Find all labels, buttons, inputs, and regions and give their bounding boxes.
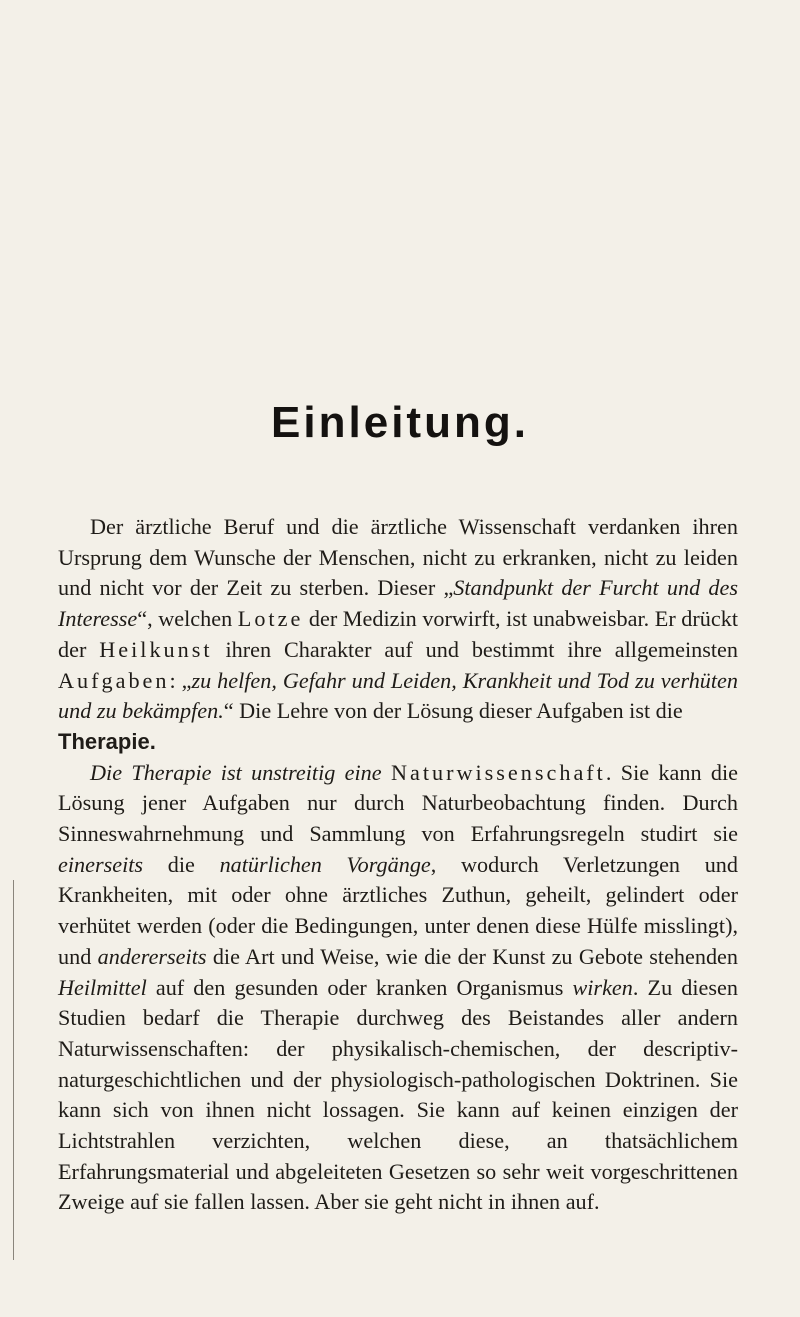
text-run: Der ärztliche Beruf und die ärztliche Wissenschaft verdanken ihren Ursprung dem Wunsche der Menschen, nicht zu erkranken, nicht zu leiden und nicht vor der Zeit zu sterben. Dieser „: [58, 514, 738, 601]
italic-word: einerseits: [58, 851, 144, 877]
spaced-name: Lotze: [237, 606, 304, 632]
text-run: “, welchen: [137, 606, 238, 632]
text-run: der Medizin vorwirft, ist unabweisbar. Er drückt der: [58, 606, 738, 662]
paragraph-2: [58, 758, 738, 1219]
text-run: “ Die Lehre von der Lösung dieser Aufgaben ist die: [223, 698, 683, 724]
italic-word: Heilmittel: [58, 974, 147, 1000]
italic-word: andererseits: [97, 943, 207, 969]
text-run: . Sie kann die Lösung jener Aufgaben nur durch Naturbeobachtung finden. Durch Sinneswahrnehmung und Sammlung von Erfahrungsregeln studirt sie: [58, 759, 738, 847]
text-run: die: [143, 851, 220, 877]
text-run: . Zu diesen Studien bedarf die Therapie durchweg des Beistandes aller andern Naturwissenschaften: der physikalisch-chemischen, der descriptiv-naturgeschichtlichen und der physiologisch-pathologischen Doktrinen. Sie kann sich von ihnen nicht lossagen. Sie kann auf keinen einzigen der Lichtstrahlen verzichten, welchen diese, an thatsächlichem Erfahrungsmaterial und abgeleiteten Gesetzen so sehr weit vorgeschrittenen Zweige auf sie fallen lassen. Aber sie geht nicht in ihnen auf.: [58, 974, 738, 1215]
italic-word: wirken: [572, 974, 633, 1000]
chapter-title: Einleitung.: [271, 398, 529, 447]
text-run: , wodurch Verletzungen und Krankheiten, mit oder ohne ärztliches Zuthun, geheilt, gelindert oder verhütet werden (oder die Bedingungen, unter denen diese Hülfe misslingt), und: [58, 851, 738, 969]
italic-quote: zu helfen, Gefahr und Leiden, Krankheit und Tod zu verhüten und zu bekämpfen.: [58, 667, 738, 724]
spaced-word: Naturwissenschaft: [390, 759, 606, 785]
italic-phrase: Die Therapie ist unstreitig eine: [90, 759, 391, 785]
spaced-word: Aufgaben: [58, 667, 170, 693]
body-text: [58, 512, 738, 1218]
spaced-word: Heilkunst: [99, 636, 213, 662]
italic-phrase: Standpunkt der Furcht und des Interesse: [58, 575, 738, 632]
italic-phrase: natürlichen Vorgänge: [219, 851, 431, 877]
page-edge-line: [13, 880, 14, 1260]
text-run: : „: [169, 667, 192, 693]
section-heading: Therapie.: [58, 728, 156, 754]
text-run: die Art und Weise, wie die der Kunst zu Gebote stehenden: [206, 943, 738, 969]
text-run: auf den gesunden oder kranken Organismus: [146, 974, 573, 1000]
paragraph-1: [58, 512, 738, 727]
text-run: ihren Charakter auf und bestimmt ihre allgemeinsten: [212, 636, 738, 662]
